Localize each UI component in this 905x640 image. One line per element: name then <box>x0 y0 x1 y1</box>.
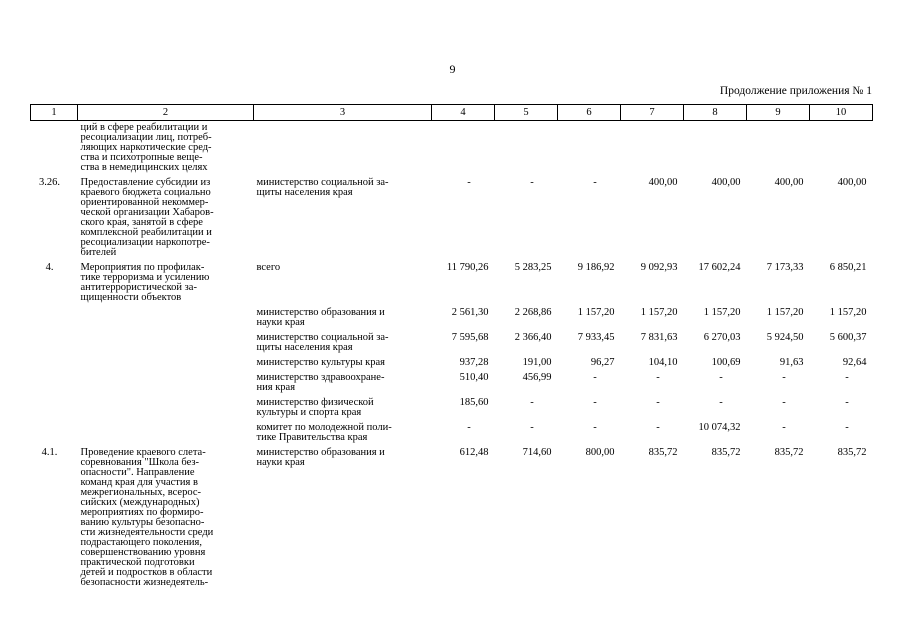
amount-cell: - <box>593 422 597 433</box>
amount-cell: 2 561,30 <box>451 307 489 318</box>
amount-cell <box>684 121 747 177</box>
amount-cell <box>432 121 495 177</box>
table-row <box>31 371 873 396</box>
amount-cell: 100,69 <box>711 357 741 368</box>
amount-cell: - <box>782 422 786 433</box>
row-index: 4.1. <box>41 447 58 458</box>
row-index <box>31 306 78 331</box>
table-row <box>31 261 873 306</box>
column-header: 7 <box>621 105 684 121</box>
amount-cell: - <box>467 422 471 433</box>
amount-cell: 1 157,20 <box>766 307 804 318</box>
amount-cell: 5 924,50 <box>766 332 804 343</box>
amount-cell: 7 933,45 <box>577 332 615 343</box>
row-index <box>31 331 78 356</box>
measure-name: Предоставление субсидии из краевого бюджета социально ориентированной некоммер- ческой организации Хабаров- ского края, занятой в сфере комплексной реабилитации и ресоциализации наркопотре- бителей <box>80 177 214 258</box>
table-row <box>31 306 873 331</box>
amount-cell: 835,72 <box>837 447 867 458</box>
executor: министерство образования и науки края <box>256 447 385 468</box>
amount-cell: 456,99 <box>522 372 552 383</box>
table-body <box>31 121 873 592</box>
amount-cell: 191,00 <box>522 357 552 368</box>
executor: комитет по молодежной поли- тике Правительства края <box>256 422 392 443</box>
amount-cell: - <box>782 397 786 408</box>
amount-cell: - <box>656 422 660 433</box>
row-index <box>31 396 78 421</box>
appendix-note: Продолжение приложения № 1 <box>719 85 872 97</box>
executor: министерство культуры края <box>256 357 386 368</box>
amount-cell <box>747 121 810 177</box>
amount-cell: 9 186,92 <box>577 262 615 273</box>
executor: министерство социальной за- щиты населения края <box>256 177 389 198</box>
column-header: 4 <box>432 105 495 121</box>
amount-cell: - <box>719 397 723 408</box>
page-number: 9 <box>449 62 456 76</box>
table-row <box>31 176 873 261</box>
measure-name <box>78 356 254 371</box>
amount-cell: 11 790,26 <box>446 262 489 273</box>
row-index: 4. <box>45 262 54 273</box>
amount-cell: 835,72 <box>774 447 804 458</box>
executor: министерство физической культуры и спорта края <box>256 397 374 418</box>
amount-cell: 10 074,32 <box>698 422 741 433</box>
amount-cell: 17 602,24 <box>698 262 741 273</box>
amount-cell: - <box>593 177 597 188</box>
table-row <box>31 421 873 446</box>
executor: всего <box>256 262 281 273</box>
amount-cell: 104,10 <box>648 357 678 368</box>
amount-cell: 1 157,20 <box>703 307 741 318</box>
row-index: 3.26. <box>39 177 60 188</box>
amount-cell: 6 270,03 <box>703 332 741 343</box>
row-index <box>31 421 78 446</box>
measure-name: Мероприятия по профилак- тике терроризма и усилению антитеррористической за- щищенности объектов <box>80 262 210 303</box>
amount-cell: - <box>656 372 660 383</box>
amount-cell: 937,28 <box>459 357 489 368</box>
row-index <box>31 121 78 177</box>
amount-cell: - <box>530 397 534 408</box>
amount-cell: 1 157,20 <box>829 307 867 318</box>
amount-cell: 835,72 <box>711 447 741 458</box>
table-header-row <box>31 105 873 121</box>
measure-name <box>78 331 254 356</box>
column-header: 2 <box>78 105 254 121</box>
amount-cell: 400,00 <box>774 177 804 188</box>
amount-cell <box>621 121 684 177</box>
amount-cell: - <box>467 177 471 188</box>
amount-cell: - <box>656 397 660 408</box>
amount-cell: - <box>593 372 597 383</box>
column-header: 9 <box>747 105 810 121</box>
table-row <box>31 446 873 591</box>
amount-cell: 9 092,93 <box>640 262 678 273</box>
amount-cell: - <box>593 397 597 408</box>
amount-cell: 7 173,33 <box>766 262 804 273</box>
amount-cell: 400,00 <box>711 177 741 188</box>
executor: министерство здравоохране- ния края <box>256 372 385 393</box>
executor: министерство образования и науки края <box>256 307 385 328</box>
row-index <box>31 371 78 396</box>
amount-cell: - <box>782 372 786 383</box>
table-row <box>31 121 873 177</box>
amount-cell: 92,64 <box>842 357 867 368</box>
column-header: 3 <box>254 105 432 121</box>
measure-name <box>78 421 254 446</box>
amount-cell: 800,00 <box>585 447 615 458</box>
amount-cell: 400,00 <box>648 177 678 188</box>
amount-cell: 1 157,20 <box>577 307 615 318</box>
column-header: 1 <box>31 105 78 121</box>
table-row <box>31 396 873 421</box>
amount-cell <box>810 121 873 177</box>
table-row <box>31 356 873 371</box>
amount-cell: 2 366,40 <box>514 332 552 343</box>
column-header: 5 <box>495 105 558 121</box>
amount-cell <box>558 121 621 177</box>
amount-cell: 714,60 <box>522 447 552 458</box>
column-header: 10 <box>810 105 873 121</box>
amount-cell: - <box>845 372 849 383</box>
amount-cell: 6 850,21 <box>829 262 867 273</box>
amount-cell <box>495 121 558 177</box>
amount-cell: 5 600,37 <box>829 332 867 343</box>
measure-name <box>78 306 254 331</box>
amount-cell: 185,60 <box>459 397 489 408</box>
amount-cell: - <box>530 422 534 433</box>
row-index <box>31 356 78 371</box>
measure-name: ций в сфере реабилитации и ресоциализации лиц, потреб- ляющих наркотические сред- ства и психотропные веще- ства в немедицинских целях <box>80 122 212 173</box>
column-header: 6 <box>558 105 621 121</box>
amount-cell: 400,00 <box>837 177 867 188</box>
amount-cell: - <box>845 422 849 433</box>
executor: министерство социальной за- щиты населения края <box>256 332 389 353</box>
amount-cell: - <box>719 372 723 383</box>
amount-cell: 510,40 <box>459 372 489 383</box>
amount-cell: 91,63 <box>779 357 804 368</box>
executor <box>254 121 432 177</box>
amount-cell: - <box>530 177 534 188</box>
amount-cell: 7 595,68 <box>451 332 489 343</box>
amount-cell: 835,72 <box>648 447 678 458</box>
amount-cell: 5 283,25 <box>514 262 552 273</box>
amount-cell: 612,48 <box>459 447 489 458</box>
amount-cell: 2 268,86 <box>514 307 552 318</box>
amount-cell: 7 831,63 <box>640 332 678 343</box>
measure-name: Проведение краевого слета- соревнования "Школа без- опасности". Направление команд края для участия в межрегиональных, всерос- сийских (международных) мероприятиях по формиро- ванию культуры безопасно- сти жизнедеятельности среди подрастающего поколения, совершенствованию уровня практической подготовки детей и подростков в области безопасности жизнедеятель- <box>80 447 214 588</box>
amount-cell: 1 157,20 <box>640 307 678 318</box>
column-header: 8 <box>684 105 747 121</box>
amount-cell: 96,27 <box>590 357 615 368</box>
amount-cell: - <box>845 397 849 408</box>
document-table <box>30 104 873 591</box>
table-row <box>31 331 873 356</box>
measure-name <box>78 396 254 421</box>
measure-name <box>78 371 254 396</box>
